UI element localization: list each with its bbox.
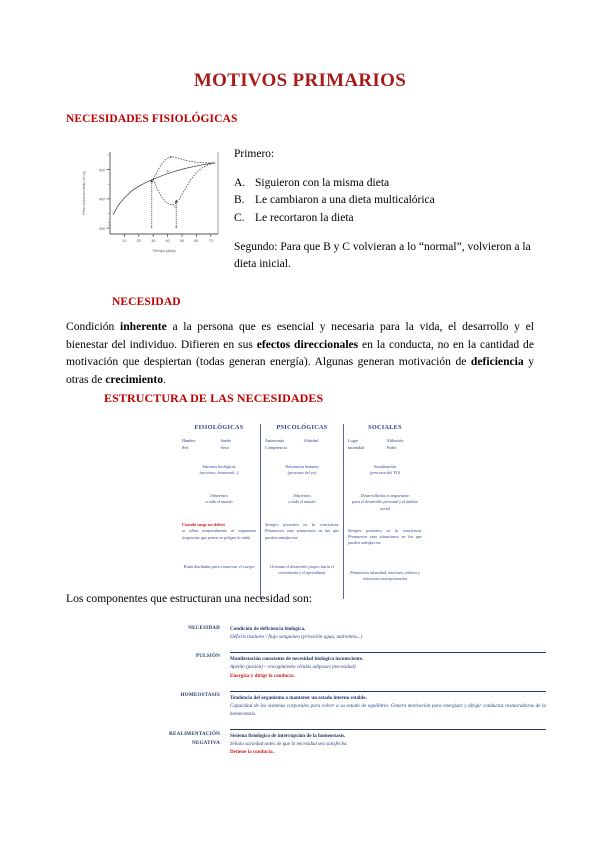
component-title: Condición de deficiencia biológica. bbox=[230, 626, 306, 632]
component-body bbox=[230, 624, 546, 641]
component-highlight: Detiene la conducta. bbox=[230, 749, 274, 756]
component-title: Sistema fisiológico de interrupción de la homeostasis. bbox=[230, 733, 346, 740]
emphasis-text: deficiencia bbox=[470, 355, 524, 369]
needs-category-header: SOCIALES bbox=[368, 424, 402, 431]
component-title: Manifestación consciente de necesidad biológica inconsciente. bbox=[230, 656, 364, 663]
option-letter: B. bbox=[234, 194, 245, 207]
component-label: REALIMENTACIÓN NEGATIVA bbox=[169, 731, 220, 746]
x-tick-label: 50 bbox=[179, 239, 185, 243]
component-label: PULSIÓN bbox=[195, 653, 220, 660]
needs-activation-cell bbox=[265, 522, 339, 548]
x-tick-label: 40 bbox=[165, 239, 170, 243]
needs-category-column bbox=[178, 424, 260, 599]
x-axis-label: Tiempo (días) bbox=[152, 249, 176, 253]
option-letter: C. bbox=[234, 211, 245, 224]
chart-annotation-2: 2 bbox=[175, 225, 178, 230]
needs-activation-detail: se alían temporalmente al organismo (urgencias que ponen en peligro la vida) bbox=[182, 528, 256, 540]
body-text: Condición bbox=[66, 320, 120, 333]
experiment-option bbox=[234, 210, 544, 227]
option-text: Le cambiaron a una dieta multicalórica bbox=[255, 194, 435, 207]
component-description: Capacidad de los sistemas corporales para volver a su estado de equilibrio. Genera motivación para energizar y dirigir conductas restauradoras de la homeostasis. bbox=[230, 702, 546, 717]
weight-over-time-chart bbox=[76, 146, 226, 254]
needs-category-header: FISIOLÓGICAS bbox=[194, 424, 244, 431]
experiment-option bbox=[234, 175, 544, 192]
segundo-text: Segundo: Para que B y C volvieran a lo “normal”, volvieron a la dieta inicial. bbox=[234, 241, 531, 270]
y-tick-label: 300 bbox=[99, 226, 105, 231]
emphasis-text: inherente bbox=[119, 320, 167, 333]
chart-svg bbox=[76, 146, 226, 254]
needs-activation-detail: Siempre presentes en la conciencia. Promueven esas situaciones en las que pueden satisfacerse bbox=[348, 527, 422, 546]
emphasis-text: crecimiento bbox=[105, 372, 164, 386]
needs-category-column bbox=[343, 424, 426, 599]
option-text: Siguieron con la misma dieta bbox=[255, 176, 390, 189]
component-row bbox=[158, 691, 546, 718]
needs-example-left: Hambre Sed bbox=[182, 438, 196, 450]
body-text: a la persona que es esencial y necesaria para la vida, el desarrollo y el bienestar del individuo. Difieren en sus bbox=[66, 320, 534, 351]
needs-universality-cell: Desarrollarlas es importante para el desarrollo personal y el ámbito social bbox=[352, 493, 418, 511]
section-heading-necesidad: NECESIDAD bbox=[112, 296, 181, 308]
needs-purpose-cell: Están diseñadas para conservar el cuerpo bbox=[183, 564, 255, 569]
x-tick-label: 70 bbox=[208, 239, 213, 243]
needs-structure-table bbox=[178, 424, 426, 599]
body-text: en la conducta, no en la cantidad de motivación que despiertan (todas generan energía). Algunas generan motivación de bbox=[66, 337, 534, 369]
chart-annotation-1: 1 bbox=[150, 225, 153, 230]
component-highlight: Energiza y dirige la conducta. bbox=[230, 672, 295, 679]
x-tick-label: 30 bbox=[151, 239, 156, 243]
component-row bbox=[158, 624, 546, 641]
needs-origin-cell: Socialización (procesos del YO) bbox=[369, 464, 401, 476]
needs-example-right: Afinidad bbox=[303, 438, 319, 443]
chart-series-b bbox=[113, 163, 215, 215]
components-intro-text: Los componentes que estructuran una necesidad son: bbox=[66, 592, 312, 605]
needs-examples-row bbox=[182, 438, 256, 452]
component-description: Apetito (pasión) – encogimiento células adiposas (necesidad) bbox=[230, 664, 356, 671]
y-tick-label: 500 bbox=[99, 168, 105, 173]
component-body bbox=[230, 691, 546, 718]
needs-category-column bbox=[260, 424, 343, 599]
y-axis-label: Peso corporal medio (en g) bbox=[82, 171, 86, 215]
needs-category-header: PSICOLÓGICAS bbox=[276, 424, 328, 431]
needs-example-right: Sueño Sexo bbox=[220, 438, 231, 450]
needs-activation-detail: Siempre presentes en la conciencia. Promueven esas situaciones en las que pueden satisfacerse bbox=[265, 522, 339, 540]
option-text: Le recortaron la dieta bbox=[255, 211, 354, 224]
needs-origin-cell: Naturaleza humana (procesos del yo) bbox=[285, 464, 319, 476]
chart-annotation-b: b bbox=[166, 169, 169, 174]
needs-universality-cell: Inherentes a todo el mundo bbox=[288, 493, 316, 505]
section-heading-fisiologicas: NECESIDADES FISIOLÓGICAS bbox=[66, 113, 238, 125]
component-label: HOMEOSTASIS bbox=[180, 691, 220, 698]
needs-example-left: Autonomía Competencia bbox=[265, 438, 288, 450]
component-row bbox=[158, 652, 546, 679]
component-description: Déficits tisulares / flujo sanguíneo (privación agua, nutrientes...) bbox=[230, 634, 363, 641]
chart-annotation-a: a bbox=[169, 154, 172, 159]
experiment-options-list bbox=[234, 175, 544, 227]
component-row bbox=[158, 729, 546, 756]
needs-activation-cell bbox=[348, 528, 422, 554]
x-tick-label: 20 bbox=[136, 239, 141, 243]
necesidad-paragraph bbox=[66, 318, 534, 388]
needs-example-right: Afiliación Poder bbox=[386, 438, 404, 450]
body-text: . bbox=[163, 372, 166, 386]
emphasis-text: efectos direccionales bbox=[256, 337, 359, 351]
components-table bbox=[158, 624, 546, 768]
needs-activation-highlight: Cuando surge un déficit bbox=[182, 522, 225, 527]
chart-annotation-c: c bbox=[173, 204, 176, 209]
component-label: NECESIDAD bbox=[188, 625, 220, 631]
component-body bbox=[230, 729, 546, 756]
intervention-arrow bbox=[175, 199, 178, 202]
needs-examples-row bbox=[348, 438, 422, 452]
needs-example-left: Logro intimidad bbox=[348, 438, 365, 450]
needs-purpose-cell: Orientan el desarrollo propio hacia el crecimiento y el aprendizaje bbox=[269, 564, 334, 576]
needs-examples-row bbox=[265, 438, 339, 452]
primero-label: Primero: bbox=[234, 148, 275, 160]
needs-purpose-cell: Promueven identidad, intereses, valores y relaciones interpersonales bbox=[350, 569, 420, 582]
needs-activation-cell bbox=[182, 522, 256, 548]
needs-origin-cell: Sistemas biológicos (nervioso, hormonal...) bbox=[199, 464, 239, 476]
section-heading-estructura: ESTRUCTURA DE LAS NECESIDADES bbox=[104, 391, 324, 405]
experiment-option bbox=[234, 192, 544, 209]
experiment-description bbox=[234, 146, 544, 272]
component-description: Señala saciedad antes de que la necesidad sea satisfecha. bbox=[230, 741, 348, 748]
component-body bbox=[230, 652, 546, 679]
component-title: Tendencia del organismo a mantener un estado interno estable. bbox=[230, 694, 367, 701]
needs-universality-cell: Inherentes a todo el mundo bbox=[205, 493, 233, 505]
body-text: y otras de bbox=[66, 355, 534, 386]
x-tick-label: 10 bbox=[122, 239, 127, 243]
x-tick-label: 60 bbox=[194, 239, 199, 243]
page-title: MOTIVOS PRIMARIOS bbox=[193, 70, 407, 91]
option-letter: A. bbox=[234, 176, 246, 189]
y-tick-label: 400 bbox=[99, 197, 105, 202]
